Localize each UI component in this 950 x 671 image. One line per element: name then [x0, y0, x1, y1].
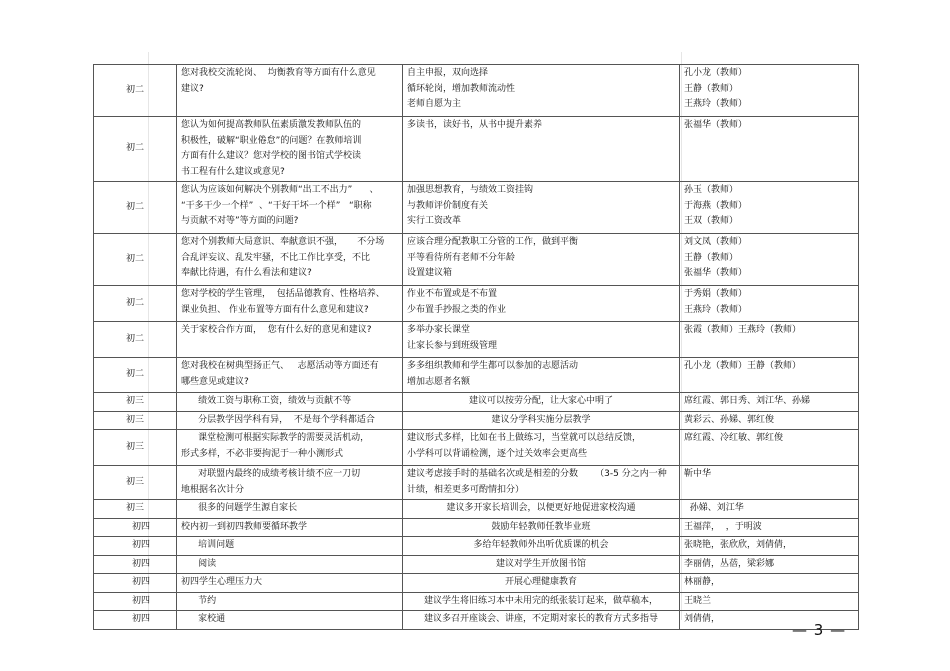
proposer-line: 张福华（教师）: [684, 120, 748, 130]
issue-line: 地根据名次计分: [181, 484, 245, 495]
issue-cell: [177, 466, 403, 500]
suggestion-line: 应该合理分配教职工分管的工作，做到平衡: [407, 237, 579, 247]
issue-cell: [177, 393, 403, 412]
proposer-line: 王静（教师）: [684, 83, 739, 94]
issue-line: 绩效工资与职称工资，绩效与贡献不等: [181, 396, 352, 406]
grade-cell: 初四: [94, 611, 177, 630]
proposer-line: 于海燕（教师）: [684, 200, 748, 211]
suggestion-cell: [403, 592, 680, 611]
issue-line: 校内初一到初四教师要循环教学: [181, 521, 308, 532]
grade-cell: 初二: [94, 65, 177, 117]
grade-cell: 初二: [94, 117, 177, 182]
proposer-line: 王静（教师）: [684, 252, 739, 263]
issue-line: 建议?: [181, 83, 204, 94]
suggestion-line: 建议考虑接手时的基础名次或是相差的分数 （3-5 分之内一种: [407, 469, 667, 479]
suggestion-cell: [403, 393, 680, 412]
issue-line: 合乱评妄议、乱发牢骚，不比工作比享受，不比: [181, 252, 371, 263]
issue-line: 您对我校在树典型扬正气、 志愿活动等方面还有: [181, 361, 379, 371]
issue-line: 奉献比待遇，有什么看法和建议?: [181, 268, 312, 278]
suggestion-cell: [403, 537, 680, 556]
issue-line: 初四学生心理压力大: [181, 577, 263, 587]
suggestion-cell: [403, 65, 680, 117]
proposer-cell: [680, 518, 859, 537]
proposer-cell: [680, 182, 859, 234]
proposer-line: 席红霞、郭日秀、刘江华、孙娣: [684, 396, 811, 406]
suggestion-line: 让家长参与到班级管理: [407, 340, 498, 351]
proposer-line: 张霞（教师）王燕玲（教师）: [684, 325, 802, 335]
issue-cell: [177, 322, 403, 358]
issue-line: 书工程有什么建议或意见?: [181, 166, 285, 177]
table-row: [94, 611, 859, 630]
issue-cell: [177, 358, 403, 393]
issue-line: 您对个别教师大局意识、奉献意识不强， 不分场: [181, 237, 385, 247]
issue-line: 您对我校交流轮岗、 均衡教育等方面有什么意见: [181, 68, 376, 78]
suggestion-cell: [403, 286, 680, 322]
suggestion-line: 平等看待所有老师不分年龄: [407, 252, 516, 263]
suggestion-line: 增加志愿者名额: [407, 376, 471, 387]
grade-cell: 初二: [94, 286, 177, 322]
suggestion-line: 多给年轻教师外出听优质课的机会: [473, 540, 609, 550]
proposer-line: 靳中华: [684, 469, 712, 479]
proposer-cell: [680, 574, 859, 593]
grade-cell: 初三: [94, 430, 177, 466]
suggestion-line: 多多组织教师和学生都可以参加的志愿活动: [407, 361, 579, 371]
proposer-line: 刘文凤（教师）: [684, 237, 748, 247]
grade-cell: 初四: [94, 555, 177, 574]
issue-cell: [177, 411, 403, 430]
proposer-cell: [680, 537, 859, 556]
issue-line: 节约: [181, 595, 217, 606]
proposer-line: 王双（教师）: [684, 216, 739, 226]
suggestion-cell: [403, 500, 680, 519]
proposer-line: 王福萍， ，于明波: [684, 521, 762, 532]
issue-cell: [177, 182, 403, 234]
table-row: [94, 234, 859, 286]
proposer-cell: [680, 393, 859, 412]
suggestion-line: 少布置手抄报之类的作业: [407, 304, 507, 315]
suggestion-line: 循环轮岗，增加教师流动性: [407, 83, 516, 94]
proposer-line: 王燕玲（教师）: [684, 99, 748, 109]
proposer-line: 孔小龙（教师）王静（教师）: [684, 361, 802, 371]
suggestion-line: 建议分学科实施分层教学: [491, 414, 591, 425]
issue-cell: [177, 518, 403, 537]
proposer-cell: [680, 286, 859, 322]
table-row: [94, 322, 859, 358]
proposer-line: 林丽静，: [684, 577, 721, 587]
proposer-cell: [680, 466, 859, 500]
proposer-line: 张晓艳，张欣欣，刘倩倩，: [684, 540, 793, 550]
issue-line: 对联盟内最终的成绩考核计绩不应一刀切: [181, 469, 361, 479]
table-row: [94, 117, 859, 182]
table-row: [94, 430, 859, 466]
issue-line: 您认为应该如何解决个别教师“出工不出力” 、: [181, 185, 379, 195]
proposer-line: 王燕玲（教师）: [684, 304, 748, 315]
proposer-line: 李丽倩，丛蓓，梁彩娜: [684, 558, 775, 569]
grade-cell: 初四: [94, 537, 177, 556]
proposer-line: 王晓兰: [684, 595, 712, 606]
grade-cell: 初三: [94, 466, 177, 500]
grade-cell: 初二: [94, 182, 177, 234]
grade-cell: 初二: [94, 358, 177, 393]
suggestion-line: 多读书，读好书，从书中提升素养: [407, 120, 543, 130]
grade-cell: 初二: [94, 322, 177, 358]
proposer-line: 黄彩云、孙娣、郭红俊: [684, 414, 775, 425]
grade-cell: 初三: [94, 500, 177, 519]
issue-line: 关于家校合作方面， 您有什么好的意见和建议?: [181, 325, 372, 335]
suggestion-line: 自主申报，双向选择: [407, 68, 489, 78]
table-row: [94, 358, 859, 393]
suggestion-line: 老师自愿为主: [407, 99, 462, 109]
proposer-cell: [680, 430, 859, 466]
proposer-line: 席红霞、冷红敏、郭红俊: [684, 433, 784, 443]
table-row: [94, 592, 859, 611]
issue-line: 积极性，破解“职业倦怠”的问题？在教师培训: [181, 135, 362, 146]
suggestion-cell: [403, 411, 680, 430]
grade-cell: 初三: [94, 393, 177, 412]
issue-cell: [177, 611, 403, 630]
proposer-line: 刘倩倩，: [684, 614, 721, 624]
issue-cell: [177, 592, 403, 611]
issue-line: 您认为如何提高教师队伍素质激发教师队伍的: [181, 120, 362, 130]
grade-cell: 初二: [94, 234, 177, 286]
suggestion-cell: [403, 466, 680, 500]
proposer-line: 孔小龙（教师）: [684, 68, 748, 78]
suggestion-line: 作业不布置或是不布置: [407, 289, 498, 299]
grade-cell: 初四: [94, 518, 177, 537]
suggestion-cell: [403, 555, 680, 574]
proposer-cell: [680, 234, 859, 286]
issue-line: 阅读: [181, 558, 217, 569]
suggestion-line: 建议可以按劳分配，让大家心中明了: [468, 396, 613, 406]
issue-line: 课堂检测可根据实际教学的需要灵活机动，: [181, 433, 370, 443]
table-row: [94, 518, 859, 537]
issue-cell: [177, 555, 403, 574]
table-row: [94, 182, 859, 234]
issue-line: 形式多样，不必非要拘泥于一种小测形式: [181, 448, 344, 459]
proposer-line: 于秀娟（教师）: [684, 289, 748, 299]
issue-cell: [177, 65, 403, 117]
table-row: [94, 537, 859, 556]
table-row: [94, 286, 859, 322]
issue-line: 哪些意见或建议?: [181, 376, 249, 387]
table-row: [94, 411, 859, 430]
proposer-cell: [680, 358, 859, 393]
issue-cell: [177, 286, 403, 322]
suggestion-cell: [403, 322, 680, 358]
table-body: [94, 65, 859, 630]
issue-line: 很多的问题学生源自家长: [181, 503, 298, 513]
suggestion-line: 开展心理健康教育: [504, 577, 577, 587]
proposer-cell: [680, 592, 859, 611]
issue-line: 与贡献不对等”等方面的问题?: [181, 216, 299, 226]
issue-cell: [177, 234, 403, 286]
suggestion-line: 建议多召开座谈会、讲座，不定期对家长的教育方式多指导: [423, 614, 658, 624]
proposer-line: 孙娣、刘江华: [684, 503, 744, 513]
suggestion-cell: [403, 518, 680, 537]
issue-cell: [177, 430, 403, 466]
suggestion-line: 设置建议箱: [407, 268, 453, 278]
issue-line: 课业负担、 作业布置等方面有什么意见和建议?: [181, 304, 369, 315]
proposer-cell: [680, 411, 859, 430]
issue-cell: [177, 537, 403, 556]
proposer-cell: [680, 65, 859, 117]
suggestion-cell: [403, 182, 680, 234]
issue-line: 您对学校的学生管理， 包括品德教育、性格培养、: [181, 289, 385, 299]
table-row: [94, 466, 859, 500]
suggestion-line: 多举办家长课堂: [407, 325, 471, 335]
proposer-line: 张福华（教师）: [684, 268, 748, 278]
table-row: [94, 555, 859, 574]
suggestion-cell: [403, 358, 680, 393]
suggestion-line: 建议学生将旧练习本中未用完的纸张装订起来，做草稿本，: [423, 595, 658, 606]
proposer-line: 孙玉（教师）: [684, 185, 739, 195]
page-number: — 3 —: [792, 621, 847, 639]
grade-cell: 初四: [94, 574, 177, 593]
suggestion-cell: [403, 574, 680, 593]
issue-line: 方面有什么建议？您对学校的图书馆式学校读: [181, 151, 362, 161]
suggestion-line: 建议形式多样，比如在书上做练习，当堂就可以总结反馈，: [407, 433, 642, 443]
suggestion-line: 小学科可以背诵检测，逐个过关效率会更高些: [407, 448, 588, 459]
suggestion-line: 加强思想教育，与绩效工资挂钩: [407, 185, 534, 195]
suggestion-cell: [403, 611, 680, 630]
issue-line: “干多干少一个样” 、“干好干坏一个样” “职称: [181, 200, 372, 211]
issue-line: 分层教学因学科有异， 不是每个学科都适合: [181, 414, 375, 425]
proposer-cell: [680, 117, 859, 182]
issue-cell: [177, 500, 403, 519]
suggestion-line: 计绩，相差更多可酌情扣分）: [407, 484, 525, 495]
table-row: [94, 393, 859, 412]
proposer-cell: [680, 322, 859, 358]
issue-cell: [177, 574, 403, 593]
suggestion-line: 与教师评价制度有关: [407, 200, 489, 211]
suggestion-line: 鼓励年轻教师任教毕业班: [491, 521, 591, 532]
proposer-cell: [680, 500, 859, 519]
suggestions-table: [93, 64, 859, 630]
suggestion-cell: [403, 117, 680, 182]
issue-line: 培训问题: [181, 540, 235, 550]
table-row: [94, 500, 859, 519]
suggestion-line: 建议多开家长培训会，以便更好地促进家校沟通: [446, 503, 636, 513]
grade-cell: 初三: [94, 411, 177, 430]
grade-cell: 初四: [94, 592, 177, 611]
issue-line: 家校通: [181, 614, 226, 624]
suggestion-cell: [403, 430, 680, 466]
proposer-cell: [680, 555, 859, 574]
table-row: [94, 65, 859, 117]
table-row: [94, 574, 859, 593]
suggestion-cell: [403, 234, 680, 286]
issue-cell: [177, 117, 403, 182]
suggestion-line: 建议对学生开放图书馆: [495, 558, 586, 569]
suggestion-line: 实行工资改革: [407, 216, 462, 226]
